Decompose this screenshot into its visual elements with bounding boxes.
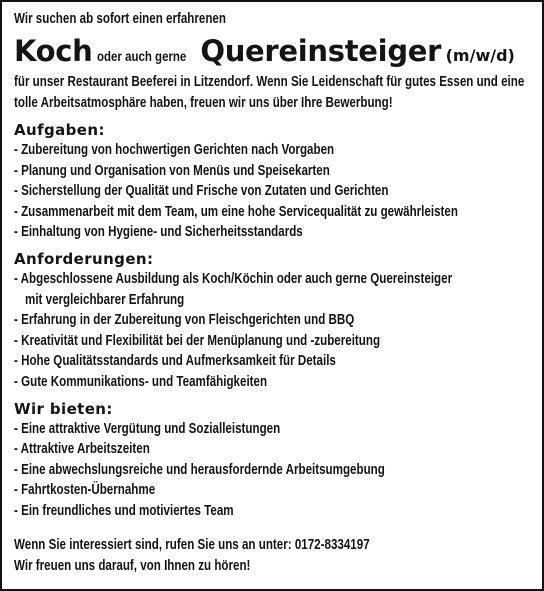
tasks-title: Aufgaben: bbox=[14, 121, 105, 139]
ad-content bbox=[14, 10, 536, 577]
contact-info bbox=[14, 535, 536, 577]
contact-phone-line: Wenn Sie interessiert sind, rufen Sie uns an unter: 0172-8334197 bbox=[14, 536, 370, 553]
contact-closing-line: Wir freuen uns darauf, von Ihnen zu hören! bbox=[14, 557, 251, 574]
list-item: - Eine attraktive Vergütung und Sozialleistungen bbox=[14, 420, 281, 437]
tasks-list bbox=[14, 140, 536, 243]
headline-alt-title: Quereinsteiger bbox=[200, 34, 442, 68]
requirements-title: Anforderungen: bbox=[14, 249, 154, 268]
headline-job-title: Koch bbox=[14, 34, 93, 68]
list-item: - Planung und Organisation von Menüs und Speisekarten bbox=[14, 162, 330, 179]
list-item: - Abgeschlossene Ausbildung als Koch/Köchin oder auch gerne Quereinsteiger bbox=[14, 270, 453, 287]
list-item: - Fahrtkosten-Übernahme bbox=[14, 482, 156, 499]
list-item: - Attraktive Arbeitszeiten bbox=[14, 441, 150, 458]
list-item: - Kreativität und Flexibilität bei der Menüplanung und -zubereitung bbox=[14, 332, 381, 349]
intro-text: Wir suchen ab sofort einen erfahrenen bbox=[14, 11, 226, 27]
list-item: - Ein freundliches und motiviertes Team bbox=[14, 502, 234, 519]
description bbox=[14, 72, 536, 114]
description-line: tolle Arbeitsatmosphäre haben, freuen wir uns über Ihre Bewerbung! bbox=[14, 95, 393, 111]
list-item: - Erfahrung in der Zubereitung von Fleischgerichten und BBQ bbox=[14, 312, 355, 329]
list-item: - Einhaltung von Hygiene- und Sicherheitsstandards bbox=[14, 224, 303, 241]
offers-section bbox=[14, 399, 536, 522]
tasks-section bbox=[14, 120, 536, 243]
list-item: - Hohe Qualitätsstandards und Aufmerksamkeit für Details bbox=[14, 353, 336, 370]
requirements-section bbox=[14, 249, 536, 393]
list-item: - Zubereitung von hochwertigen Gerichten nach Vorgaben bbox=[14, 142, 335, 158]
list-item-continuation: mit vergleichbarer Erfahrung bbox=[25, 291, 185, 308]
list-item: - Zusammenarbeit mit dem Team, um eine hohe Servicequalität zu gewährleisten bbox=[14, 203, 458, 220]
requirements-list bbox=[14, 269, 536, 393]
offers-title: Wir bieten: bbox=[14, 399, 113, 418]
headline-gender: (m/w/d) bbox=[445, 46, 515, 65]
description-line: für unser Restaurant Beeferei in Litzendorf. Wenn Sie Leidenschaft für gutes Essen und eine bbox=[14, 74, 525, 90]
headline-connector: oder auch gerne bbox=[96, 48, 187, 64]
list-item: - Sicherstellung der Qualität und Frische von Zutaten und Gerichten bbox=[14, 183, 389, 200]
list-item: - Eine abwechslungsreiche und herausfordernde Arbeitsumgebung bbox=[14, 461, 385, 478]
offers-list bbox=[14, 419, 536, 522]
list-item: - Gute Kommunikations- und Teamfähigkeiten bbox=[14, 373, 268, 390]
headline bbox=[14, 32, 536, 70]
